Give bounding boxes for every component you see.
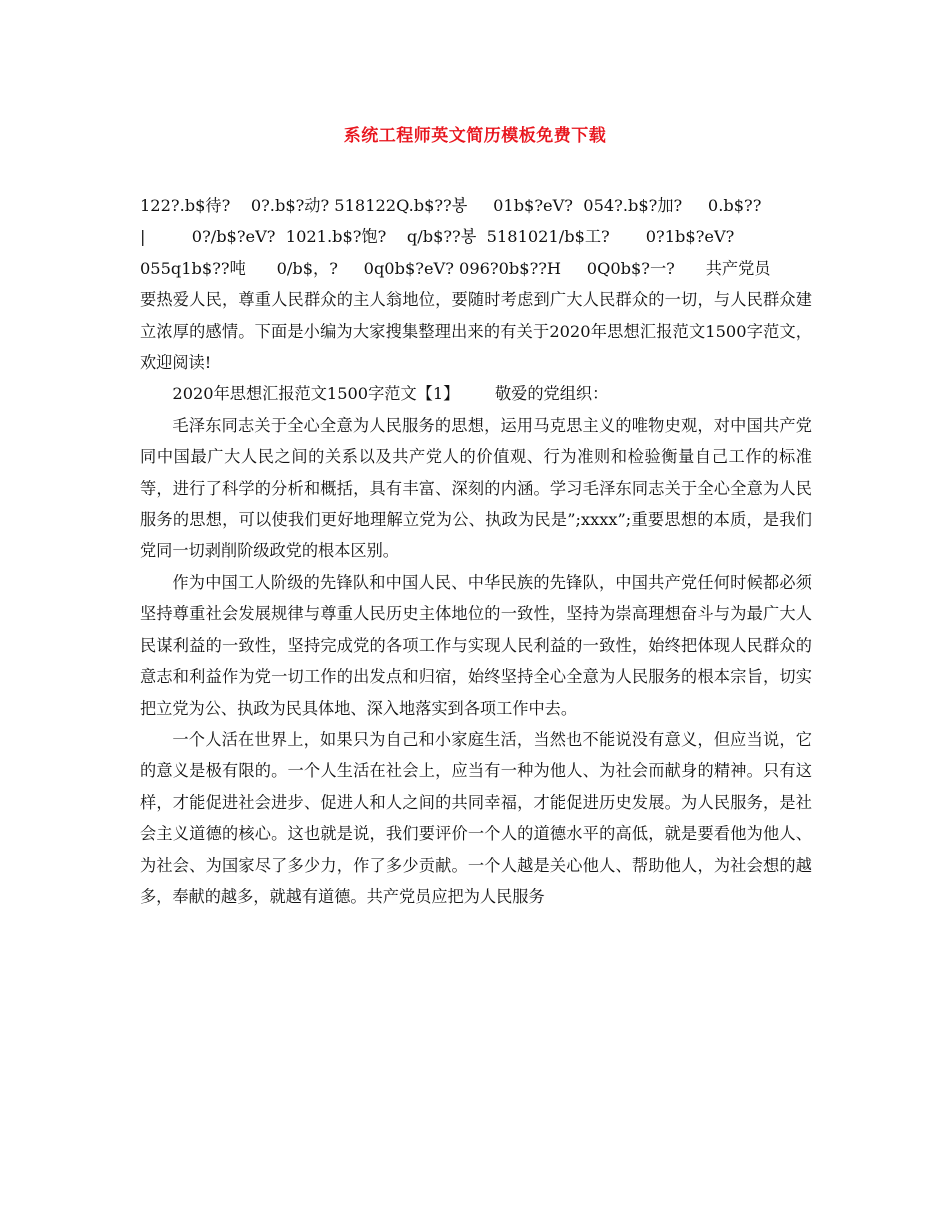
section-title: 2020年思想汇报范文1500字范文【1】 [172, 384, 460, 404]
garbled-line-2: | 0?/b$?eV? 1021.b$?饱? q/b$??봉 5181021/b$工? 0?1b$?eV? [140, 227, 735, 247]
paragraph-1: 毛泽东同志关于全心全意为人民服务的思想，运用马克思主义的唯物史观，对中国共产党同中国最广大人民之间的关系以及共产党人的价值观、行为准则和检验衡量自己工作的标准等，进行了科学的分析和概括，具有丰富、深刻的内涵。学习毛泽东同志关于全心全意为人民服务的思想，可以使我们更好地理解立党为公、执政为民是”;xxxx”;重要思想的本质，是我们党同一切剥削阶级政党的根本区别。 [140, 415, 812, 561]
paragraph-3: 一个人活在世界上，如果只为自己和小家庭生活，当然也不能说没有意义，但应当说，它的意义是极有限的。一个人生活在社会上，应当有一种为他人、为社会而献身的精神。只有这样，才能促进社会进步、促进人和人之间的共同幸福，才能促进历史发展。为人民服务，是社会主义道德的核心。这也就是说，我们要评价一个人的道德水平的高低，就是要看他为他人、为社会、为国家尽了多少力，作了多少贡献。一个人越是关心他人、帮助他人，为社会想的越多，奉献的越多，就越有道德。共产党员应把为人民服务 [140, 729, 812, 906]
intro-paragraph: 要热爱人民，尊重人民群众的主人翁地位，要随时考虑到广大人民群众的一切，与人民群众建立浓厚的感情。下面是小编为大家搜集整理出来的有关于2020年思想汇报范文1500字范文，欢迎阅读! [140, 290, 812, 373]
salutation: 敬爱的党组织： [494, 384, 609, 404]
garbled-line-1: 122?.b$待? 0?.b$?动? 518122Q.b$??봉 01b$?eV? 054?.b$?加? 0.b$?? [140, 196, 762, 215]
document-body [140, 190, 812, 912]
paragraph-2: 作为中国工人阶级的先锋队和中国人民、中华民族的先锋队，中国共产党任何时候都必须坚持尊重社会发展规律与尊重人民历史主体地位的一致性，坚持为崇高理想奋斗与为最广大人民谋利益的一致性，坚持完成党的各项工作与实现人民利益的一致性，始终把体现人民群众的意志和利益作为党一切工作的出发点和归宿，始终坚持全心全意为人民服务的根本宗旨，切实把立党为公、执政为民具体地、深入地落实到各项工作中去。 [140, 572, 812, 718]
garbled-line-3: 055q1b$??吨 0/b$，? 0q0b$?eV? 096?0b$??H 0Q0b$?一? 共产党员 [140, 258, 771, 278]
document-title: 系统工程师英文简历模板免费下载 [343, 126, 607, 146]
section-heading-line [140, 378, 812, 409]
